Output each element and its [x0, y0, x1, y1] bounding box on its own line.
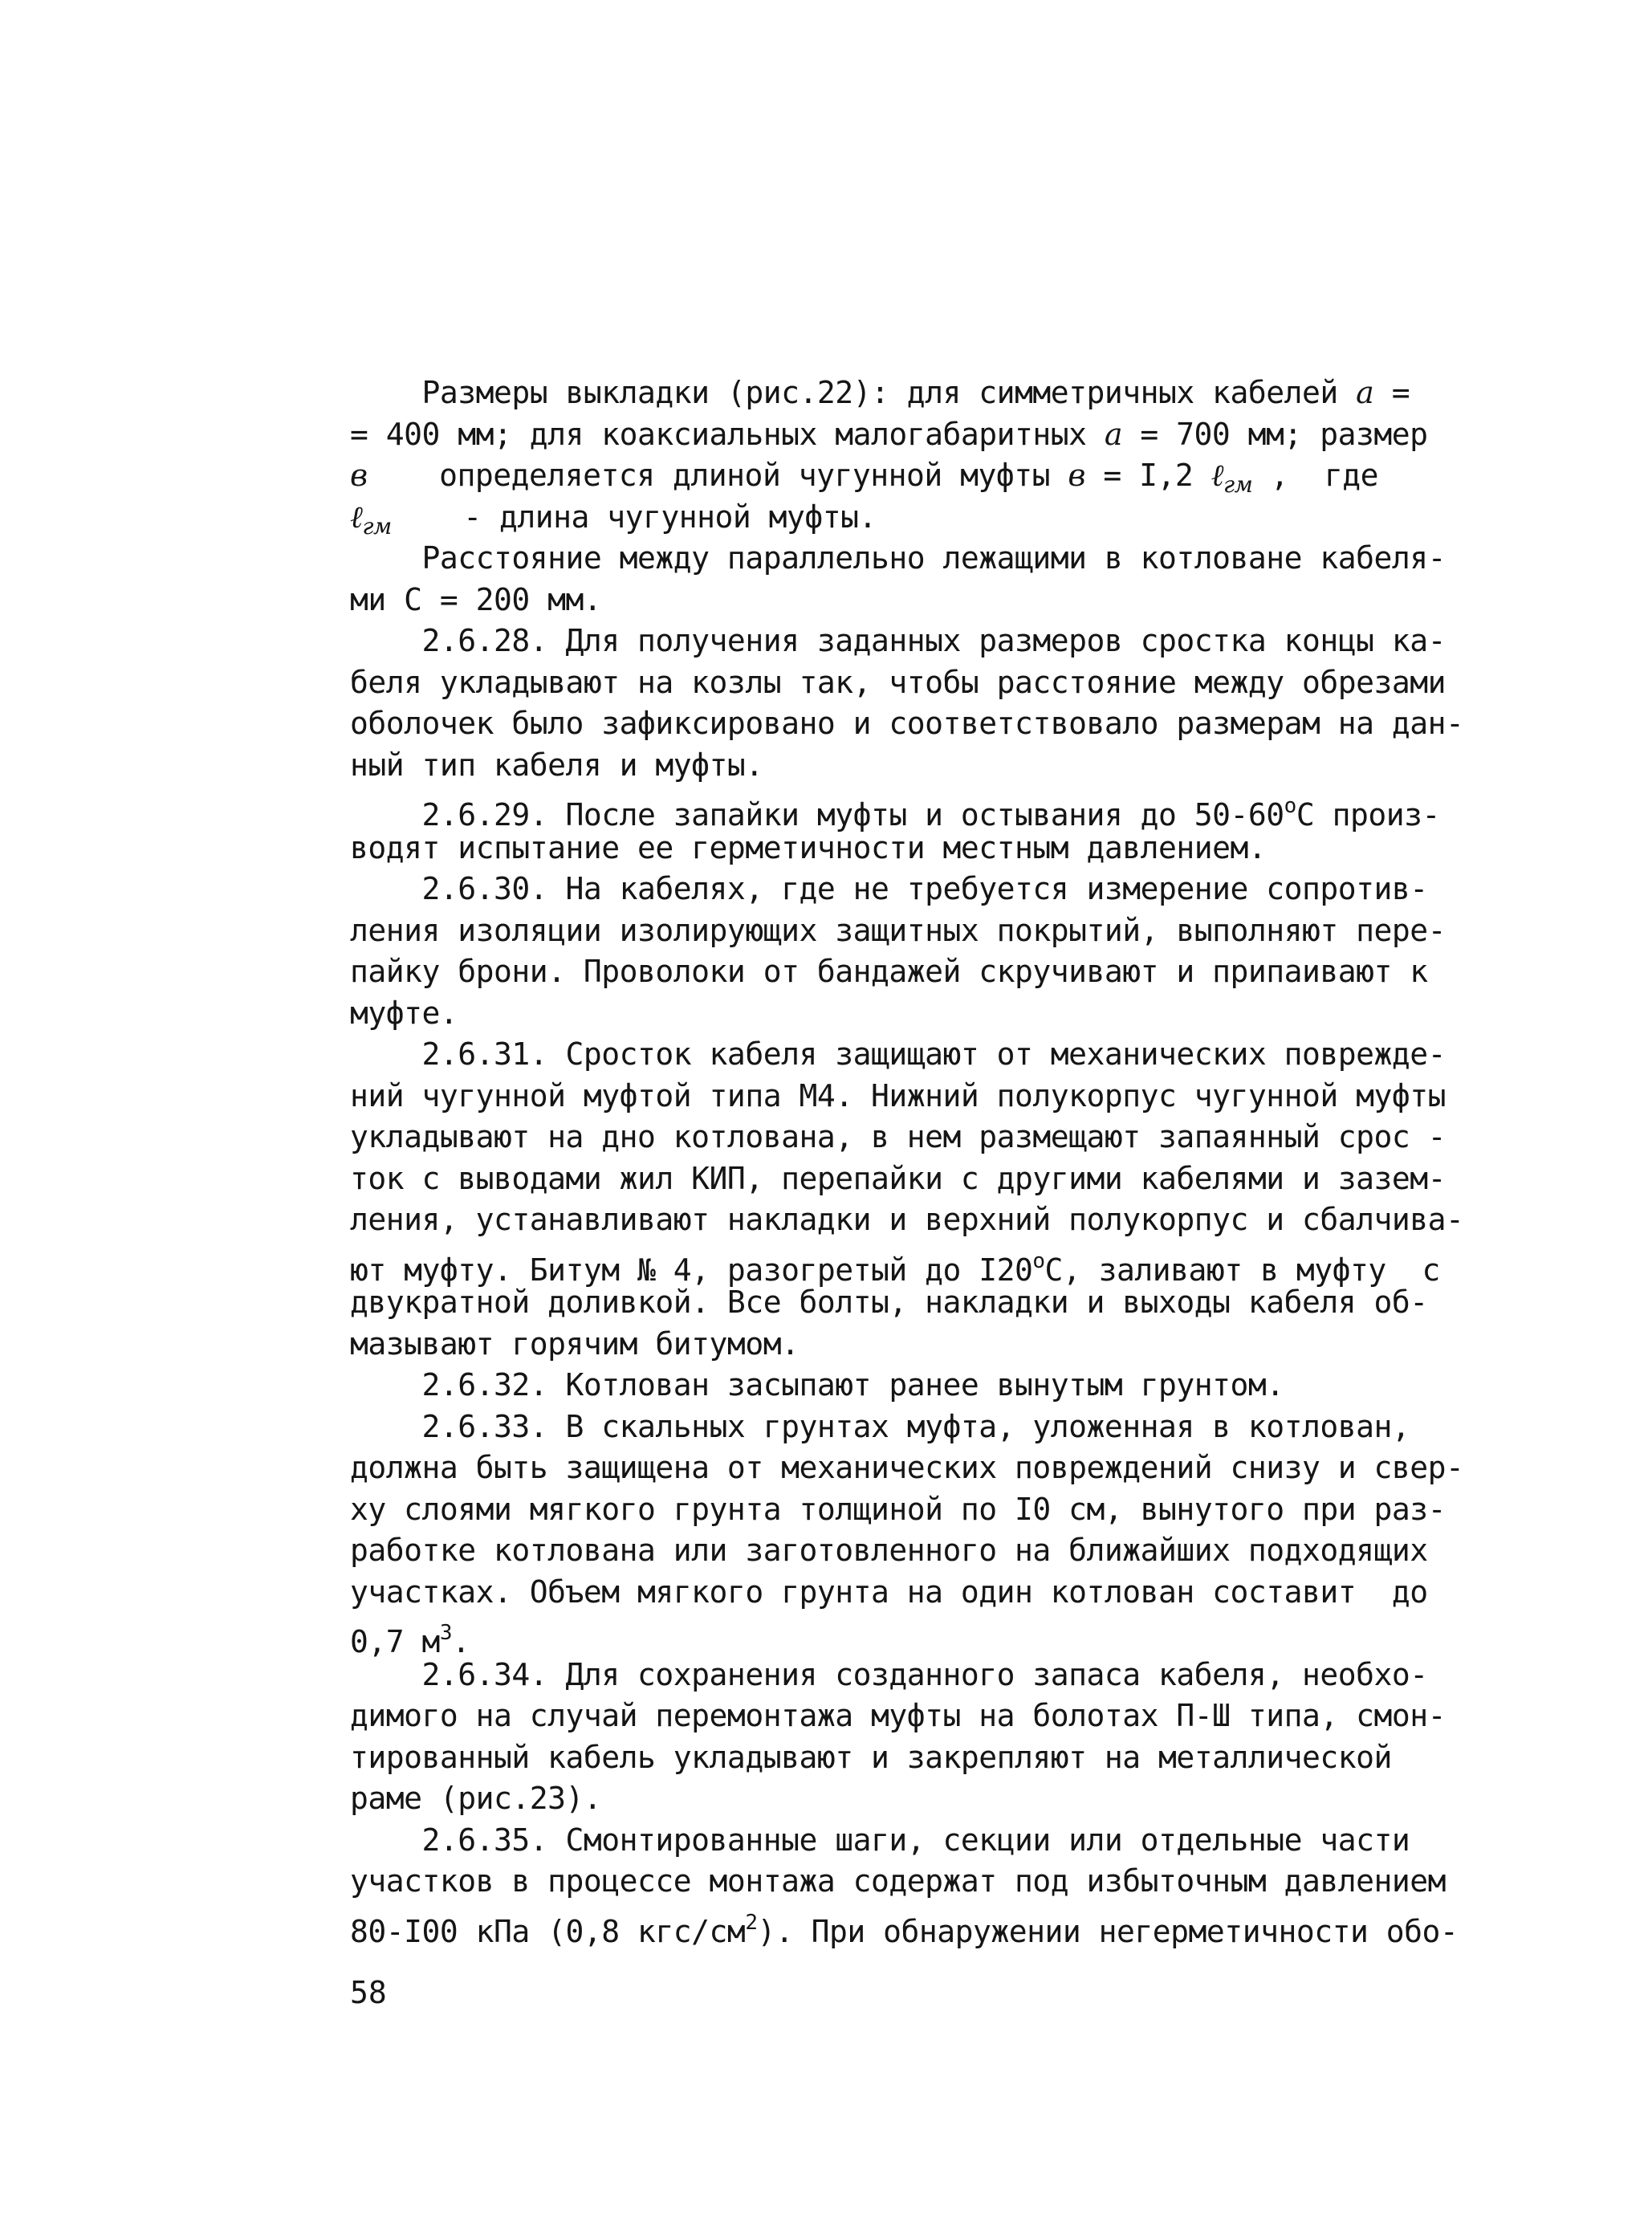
text-line: 2.6.35. Смонтированные шаги, секции или отдельные части [350, 1822, 1410, 1858]
text-line: димого на случай перемонтажа муфты на болотах П-Ш типа, смон- [350, 1698, 1447, 1733]
text-line: Размеры выкладки (рис.22): для симметричных кабелей a = [350, 375, 1410, 410]
text-line: ления изоляции изолирующих защитных покрытий, выполняют пере- [350, 912, 1447, 948]
page-number: 58 [350, 1975, 387, 2010]
text-line: = 400 мм; для коаксиальных малогабаритных a = 700 мм; размер [350, 416, 1428, 452]
text-line: ху слоями мягкого грунта толщиной по I0 см, вынутого при раз- [350, 1491, 1447, 1527]
text-line: ный тип кабеля и муфты. [350, 747, 763, 783]
text-line: 2.6.32. Котлован засыпают ранее вынутым грунтом. [350, 1367, 1284, 1403]
text-line: 2.6.29. После запайки муфты и остывания до $50-60^оС$ произ- [350, 794, 1440, 833]
text-line: оболочек было зафиксировано и соответствовало размерам на дан- [350, 706, 1464, 741]
text-line: 2.6.34. Для сохранения созданного запаса кабеля, необхо- [350, 1656, 1428, 1692]
text-line: раме (рис.23). [350, 1781, 602, 1816]
text-line: 2.6.28. Для получения заданных размеров сростка концы ка- [350, 623, 1447, 658]
text-line: в определяется длиной чугунной муфты в = I,2 ℓ$_{гм}$ , где [350, 458, 1379, 498]
text-line: двукратной доливкой. Все болты, накладки и выходы кабеля об- [350, 1284, 1428, 1320]
text-line: 2.6.31. Сросток кабеля защищают от механических поврежде- [350, 1036, 1447, 1072]
text-line: водят испытание ее герметичности местным давлением. [350, 829, 1267, 865]
text-line: должна быть защищена от механических повреждений снизу и свер- [350, 1450, 1464, 1485]
text-line: участков в процессе монтажа содержат под избыточным давлением [350, 1863, 1447, 1899]
text-line: ний чугунной муфтой типа М4. Нижний полукорпус чугунной муфты [350, 1077, 1447, 1114]
text-line: пайку брони. Проволоки от бандажей скручивают и припаивают к [350, 954, 1428, 989]
text-line: Расстояние между параллельно лежащими в котловане кабеля- [350, 540, 1447, 576]
text-line: ления, устанавливают накладки и верхний полукорпус и сбалчива- [350, 1202, 1464, 1237]
text-line: беля укладывают на козлы так, чтобы расстояние между обрезами [350, 664, 1447, 700]
body-text [350, 373, 1464, 1949]
text-line: ми С = 200 мм. [350, 581, 602, 617]
text-line: 0,7 $м^3$. [350, 1621, 470, 1659]
text-line: мазывают горячим битумом. [350, 1325, 800, 1362]
text-line: ток с выводами жил КИП, перепайки с другими кабелями и зазем- [350, 1160, 1447, 1196]
text-line: 2.6.30. На кабелях, где не требуется измерение сопротив- [350, 871, 1428, 906]
text-line: работке котлована или заготовленного на ближайших подходящих [350, 1533, 1428, 1568]
text-line: 2.6.33. В скальных грунтах муфта, уложенная в котлован, [350, 1408, 1410, 1444]
text-line: 80-I00 кПа (0,8 кгс/$см^2$). При обнаружении негерметичности обо- [350, 1910, 1459, 1949]
text-line: тированный кабель укладывают и закрепляют на металлической [350, 1739, 1392, 1775]
text-line: муфте. [350, 995, 458, 1031]
text-line: ℓ$_{гм}$ - длина чугунной муфты. [350, 499, 877, 539]
text-line: участках. Объем мягкого грунта на один котлован составит до [350, 1574, 1428, 1610]
text-line: укладывают на дно котлована, в нем размещают запаянный срос - [350, 1119, 1447, 1154]
text-line: ют муфту. Битум № 4, разогретый до $I20^оС$, заливают в муфту с [350, 1248, 1440, 1288]
